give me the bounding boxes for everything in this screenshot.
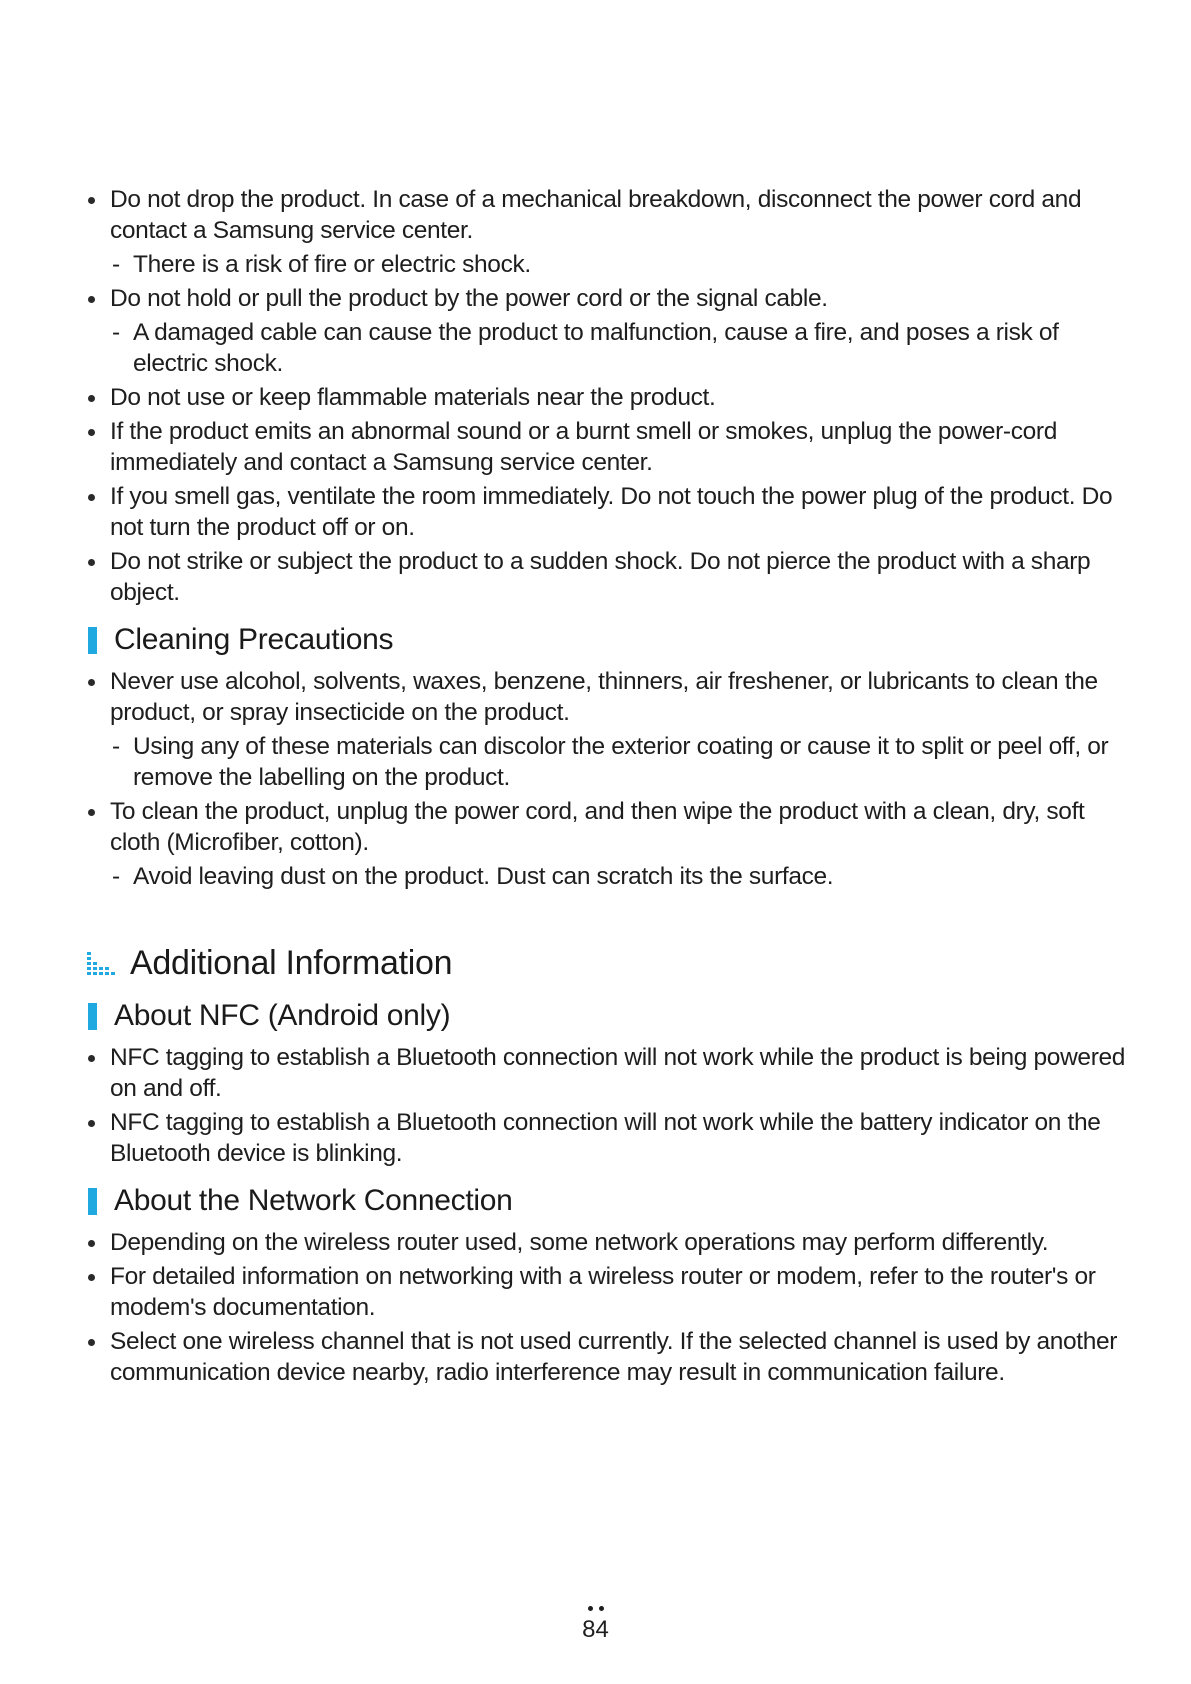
list-item-text: Never use alcohol, solvents, waxes, benzene, thinners, air freshener, or lubricants to clean the product, or spray insecticide on the product. — [110, 668, 1098, 726]
list-item — [86, 1107, 1126, 1169]
heading-text: About the Network Connection — [114, 1184, 513, 1217]
heading-bar-icon — [88, 627, 97, 654]
list-item-text: Do not use or keep flammable materials near the product. — [110, 384, 716, 411]
heading-text: Additional Information — [130, 944, 453, 982]
sub-item-text: A damaged cable can cause the product to malfunction, cause a fire, and poses a risk of electric shock. — [133, 319, 1059, 377]
bullet-icon — [88, 1274, 95, 1281]
dash-icon: - — [112, 733, 120, 760]
list-item — [86, 481, 1126, 543]
bullet-icon — [88, 679, 95, 686]
list-item-text: To clean the product, unplug the power cord, and then wipe the product with a clean, dry, soft cloth (Microfiber, cotton). — [110, 798, 1085, 856]
list-item-text: Do not hold or pull the product by the power cord or the signal cable. — [110, 285, 828, 312]
sub-list-item — [86, 861, 1126, 892]
list-item — [86, 796, 1126, 858]
sub-list-item — [86, 249, 1126, 280]
bullet-icon — [88, 395, 95, 402]
list-item-text: Do not strike or subject the product to a sudden shock. Do not pierce the product with a sharp object. — [110, 548, 1091, 606]
heading-bar-icon — [88, 1188, 97, 1215]
list-item-text: Depending on the wireless router used, some network operations may perform differently. — [110, 1229, 1049, 1256]
list-item — [86, 546, 1126, 608]
page-content — [86, 184, 1126, 1391]
bullet-icon — [88, 296, 95, 303]
bullet-icon — [88, 429, 95, 436]
list-item — [86, 382, 1126, 413]
bullet-icon — [88, 559, 95, 566]
list-item-text: If the product emits an abnormal sound or a burnt smell or smokes, unplug the power-cord immediately and contact a Samsung service center. — [110, 418, 1057, 476]
bullet-icon — [88, 1055, 95, 1062]
heading-bar-icon — [88, 1003, 97, 1030]
about-network-connection-heading — [86, 1183, 1126, 1219]
sub-list-item — [86, 731, 1126, 793]
dash-icon: - — [112, 319, 120, 346]
about-nfc-heading — [86, 998, 1126, 1034]
page-dots-icon — [588, 1606, 604, 1611]
list-item-text: NFC tagging to establish a Bluetooth connection will not work while the product is being powered on and off. — [110, 1044, 1126, 1102]
page-number: 84 — [582, 1616, 609, 1643]
safety-list — [86, 184, 1126, 608]
sub-list-item — [86, 317, 1126, 379]
list-item-text: For detailed information on networking with a wireless router or modem, refer to the router's or modem's documentation. — [110, 1263, 1096, 1321]
bullet-icon — [88, 809, 95, 816]
sub-item-text: Using any of these materials can discolor the exterior coating or cause it to split or peel off, or remove the labelling on the product. — [133, 733, 1109, 791]
sub-item-text: Avoid leaving dust on the product. Dust can scratch its the surface. — [133, 863, 834, 890]
list-item-text: Do not drop the product. In case of a mechanical breakdown, disconnect the power cord and contact a Samsung service center. — [110, 186, 1082, 244]
bullet-icon — [88, 494, 95, 501]
sub-item-text: There is a risk of fire or electric shock. — [133, 251, 531, 278]
bullet-icon — [88, 197, 95, 204]
heading-text: Cleaning Precautions — [114, 623, 394, 656]
list-item — [86, 1042, 1126, 1104]
list-item — [86, 666, 1126, 728]
page-footer — [0, 1598, 1191, 1644]
list-item — [86, 1261, 1126, 1323]
additional-information-heading — [86, 942, 1126, 984]
cleaning-list — [86, 666, 1126, 892]
cleaning-precautions-heading — [86, 622, 1126, 658]
bullet-icon — [88, 1339, 95, 1346]
list-item — [86, 1227, 1126, 1258]
dash-icon: - — [112, 251, 120, 278]
bullet-icon — [88, 1240, 95, 1247]
list-item — [86, 1326, 1126, 1388]
bullet-icon — [88, 1120, 95, 1127]
list-item — [86, 416, 1126, 478]
equalizer-bars-icon — [87, 950, 119, 978]
nfc-list — [86, 1042, 1126, 1169]
list-item-text: If you smell gas, ventilate the room immediately. Do not touch the power plug of the product. Do not turn the product off or on. — [110, 483, 1113, 541]
network-list — [86, 1227, 1126, 1388]
list-item — [86, 184, 1126, 246]
list-item-text: Select one wireless channel that is not used currently. If the selected channel is used by another communication device nearby, radio interference may result in communication failure. — [110, 1328, 1118, 1386]
heading-text: About NFC (Android only) — [114, 999, 451, 1032]
list-item-text: NFC tagging to establish a Bluetooth connection will not work while the battery indicator on the Bluetooth device is blinking. — [110, 1109, 1101, 1167]
list-item — [86, 283, 1126, 314]
dash-icon: - — [112, 863, 120, 890]
